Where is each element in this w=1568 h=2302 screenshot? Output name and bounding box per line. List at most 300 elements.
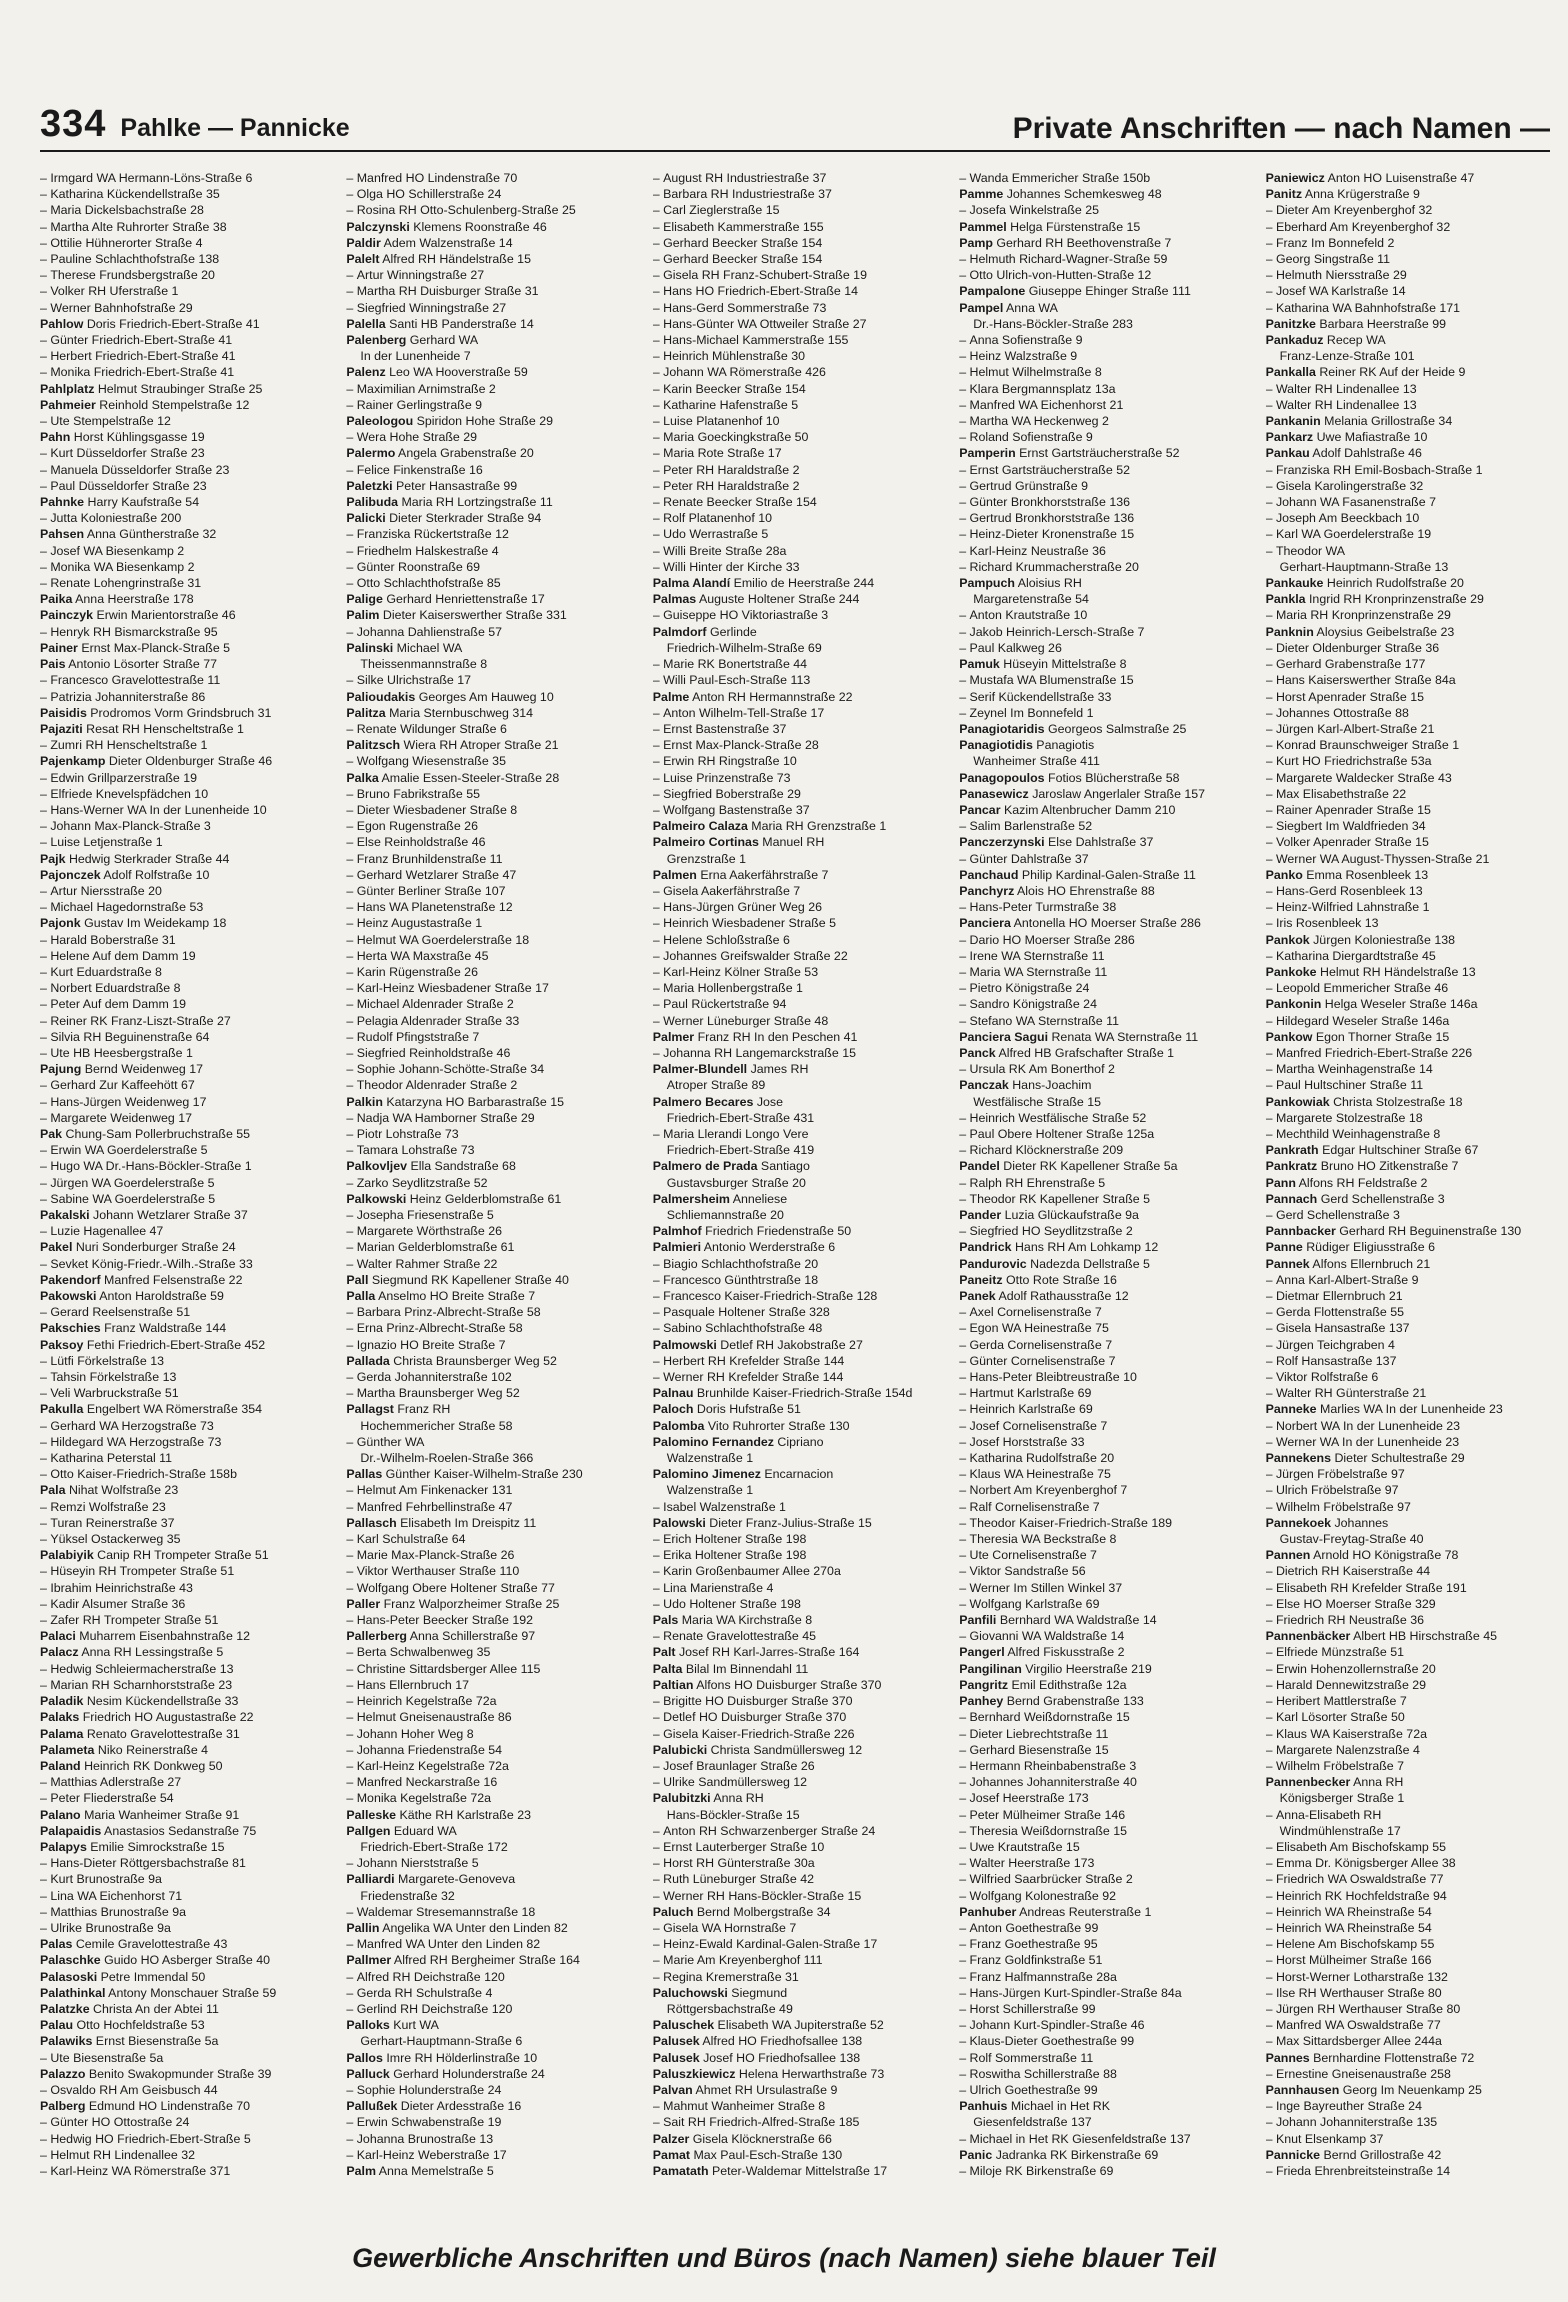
directory-entry: – Mustafa WA Blumenstraße 15 [959,672,1243,688]
surname: Paller [346,1596,381,1611]
directory-entry [1266,1175,1550,1191]
directory-entry [346,591,630,607]
surname: Paniewicz [1265,171,1325,185]
directory-entry: – Hans-Günter WA Ottweiler Straße 27 [653,316,937,332]
surname: Palloks [346,2018,390,2033]
directory-entry: – Remzi Wolfstraße 23 [40,1499,324,1515]
surname: Palige [346,592,383,607]
entry-detail: Engelbert WA Römerstraße 354 [83,1402,262,1417]
entry-detail: Anselmo HO Breite Straße 7 [375,1289,536,1304]
directory-entry: – Zeynel Im Bonnefeld 1 [959,705,1243,721]
directory-entry: – Wilfried Saarbrücker Straße 2 [959,1871,1243,1887]
surname: Pajk [40,851,66,866]
directory-entry: – Gertrud Grünstraße 9 [959,478,1243,494]
directory-entry: – Karl-Heinz Wiesbadener Straße 17 [346,980,630,996]
directory-entry: – Max Sittardsberger Allee 244a [1266,2033,1550,2049]
directory-entry [959,656,1243,672]
directory-entry: – Ruth Lüneburger Straße 42 [653,1871,937,1887]
directory-entry: – Turan Reinerstraße 37 [40,1515,324,1531]
directory-entry: – Werner WA August-Thyssen-Straße 21 [1266,851,1550,867]
surname: Pallos [346,2050,383,2065]
directory-entry [40,656,324,672]
entry-detail: Antonio Lösorter Straße 77 [65,657,218,672]
directory-entry: – Sophie Holunderstraße 24 [346,2082,630,2098]
directory-entry [1266,2147,1550,2163]
directory-entry: – Hedwig HO Friedrich-Ebert-Straße 5 [40,2131,324,2147]
directory-entry [1266,591,1550,607]
directory-entry [959,1677,1243,1693]
directory-entry [346,1191,630,1207]
directory-entry: Grenzstraße 1 [666,851,746,866]
directory-entry: – Ursula RK Am Bonerthof 2 [959,1061,1243,1077]
directory-entry: – Dieter Wiesbadener Straße 8 [346,802,630,818]
entry-detail: Manfred Felsenstraße 22 [100,1272,243,1287]
directory-entry [40,2033,324,2049]
directory-entry: Windmühlenstraße 17 [1279,1823,1401,1838]
surname: Pankratz [1265,1159,1318,1174]
directory-entry: – Gisela RH Franz-Schubert-Straße 19 [653,267,937,283]
entry-detail: Friedrich Friedenstraße 50 [701,1224,852,1239]
directory-entry [959,219,1243,235]
entry-detail: Anna RH Lessingstraße 5 [78,1645,224,1660]
directory-entry [653,1612,937,1628]
directory-entry: – Peter Mülheimer Straße 146 [959,1807,1243,1823]
directory-entry: – Herbert RH Krefelder Straße 144 [653,1353,937,1369]
directory-entry: – Heinrich RK Hochfeldstraße 94 [1266,1888,1550,1904]
directory-entry: Gerhart-Hauptmann-Straße 6 [360,2034,523,2049]
directory-entry: – Manfred WA Unter den Linden 82 [346,1936,630,1952]
surname: Panek [959,1289,996,1304]
entry-detail: Rüdiger Eligiusstraße 6 [1302,1240,1436,1255]
directory-entry [346,737,630,753]
directory-entry: – Jürgen Fröbelstraße 97 [1266,1466,1550,1482]
entry-detail: Giuseppe Ehinger Straße 111 [1025,284,1191,299]
surname: Panfili [959,1613,997,1628]
surname: Palm [346,2163,377,2178]
surname: Panhuis [959,2099,1008,2114]
directory-entry: – Ute HB Heesbergstraße 1 [40,1045,324,1061]
entry-detail: Josef RH Karl-Jarres-Straße 164 [675,1645,860,1660]
directory-entry: – Hildegard Weseler Straße 146a [1266,1013,1550,1029]
directory-entry [959,283,1243,299]
directory-entry: – Volker Apenrader Straße 15 [1266,834,1550,850]
directory-entry: – Joseph Am Beeckbach 10 [1266,510,1550,526]
directory-entry: – Gertrud Bronkhorststraße 136 [959,510,1243,526]
directory-entry [1266,413,1550,429]
directory-entry [40,1936,324,1952]
directory-entry: – Silvia RH Beguinenstraße 64 [40,1029,324,1045]
directory-entry [40,1126,324,1142]
surname: Pankrath [1265,1143,1319,1158]
directory-entry: – Willi Hinter der Kirche 33 [653,559,937,575]
surname: Pakulla [40,1402,84,1417]
surname: Palvan [652,2082,693,2097]
surname: Pahlow [40,316,84,331]
entry-detail: Alfons Ellernbruch 21 [1309,1256,1431,1271]
entry-detail: Siegmund RK Kapellener Straße 40 [368,1272,569,1287]
directory-entry: – Sophie Johann-Schötte-Straße 34 [346,1061,630,1077]
directory-entry [653,818,937,834]
directory-entry: – August RH Industriestraße 37 [653,170,937,186]
entry-detail: Gerhard RH Beethovenstraße 7 [992,235,1172,250]
directory-entry: – Heinz Walzstraße 9 [959,348,1243,364]
entry-detail: Antonio Werderstraße 6 [701,1240,836,1255]
surname: Painer [40,640,78,655]
directory-entry: – Karl Schulstraße 64 [346,1531,630,1547]
directory-entry: – Franz Halfmannstraße 28a [959,1969,1243,1985]
directory-entry [653,1239,937,1255]
surname: Pahnke [40,495,85,510]
directory-entry: – Siegfried Boberstraße 29 [653,786,937,802]
entry-detail: Erna Aakerfährstraße 7 [696,867,829,882]
directory-entry: – Sabino Schlachthofstraße 48 [653,1320,937,1336]
directory-entry: – Therese Frundsbergstraße 20 [40,267,324,283]
directory-entry [1266,964,1550,980]
directory-entry: – Hildegard WA Herzogstraße 73 [40,1434,324,1450]
entry-detail: Hans-Joachim [1008,1078,1092,1093]
directory-entry [653,1742,937,1758]
entry-detail: Dieter Kaiserswerther Straße 331 [379,608,567,623]
directory-entry: – Dieter Am Kreyenberghof 32 [1266,202,1550,218]
surname: Palenz [346,365,386,380]
directory-entry [959,770,1243,786]
entry-detail: Detlef RH Jakobstraße 27 [716,1337,863,1352]
directory-entry [959,802,1243,818]
surname: Pamp [959,235,993,250]
directory-entry: – Barbara Prinz-Albrecht-Straße 58 [346,1304,630,1320]
entry-detail: Fethi Friedrich-Ebert-Straße 452 [83,1337,266,1352]
directory-entry: – Gerhard Grabenstraße 177 [1266,656,1550,672]
entry-detail: Bernd Molbergstraße 34 [693,1904,831,1919]
directory-entry: – Osvaldo RH Am Geisbusch 44 [40,2082,324,2098]
directory-entry: – Rolf Platanenhof 10 [653,510,937,526]
entry-detail: Wiera RH Atroper Straße 21 [400,738,559,753]
directory-entry [346,1515,630,1531]
entry-detail: Uwe Mafiastraße 10 [1313,430,1428,445]
directory-entry [346,1272,630,1288]
entry-detail: Ella Sandstraße 68 [407,1159,516,1174]
directory-entry [653,1515,937,1531]
directory-entry: – Ilse RH Werthauser Straße 80 [1266,1985,1550,2001]
directory-entry [1266,316,1550,332]
directory-entry [653,2050,937,2066]
surname: Palkowski [346,1191,407,1206]
surname: Paluschek [652,2018,715,2033]
surname: Pannenbäcker [1265,1629,1351,1644]
entry-detail: Manuel RH [758,835,825,850]
directory-entry: – Maria Llerandi Longo Vere [653,1126,937,1142]
surname: Pann [1265,1175,1296,1190]
directory-entry: – Hans-Dieter Röttgersbachstraße 81 [40,1855,324,1871]
directory-entry: – Inge Bayreuther Straße 24 [1266,2098,1550,2114]
directory-entry [653,689,937,705]
surname: Pallerberg [346,1629,407,1644]
directory-entry: Röttgersbachstraße 49 [666,2001,793,2016]
surname: Palinski [346,640,394,655]
entry-detail: Marlies WA In der Lunenheide 23 [1316,1402,1503,1417]
surname: Pamat [652,2147,690,2162]
directory-entry: – Dario HO Moerser Straße 286 [959,932,1243,948]
directory-entry [959,737,1243,753]
directory-entry: – Wolfgang Karlstraße 69 [959,1596,1243,1612]
entry-detail: Angela Grabenstraße 20 [395,446,534,461]
surname: Palau [40,2018,74,2033]
surname: Pankaduz [1265,333,1324,348]
entry-detail: Peter Hansastraße 99 [392,478,518,493]
surname: Pallin [346,1920,380,1935]
directory-entry [40,526,324,542]
directory-entry: – Ute Cornelisenstraße 7 [959,1547,1243,1563]
directory-entry: – Else Reinholdstraße 46 [346,834,630,850]
directory-entry: – Ulrich Goethestraße 99 [959,2082,1243,2098]
directory-entry: – Irmgard WA Hermann-Löns-Straße 6 [40,170,324,186]
directory-entry: – Günter Friedrich-Ebert-Straße 41 [40,332,324,348]
entry-detail: Alfred HB Grafschafter Straße 1 [995,1045,1175,1060]
directory-entry: – Erna Prinz-Albrecht-Straße 58 [346,1320,630,1336]
surname: Pannen [1265,1548,1311,1563]
directory-entry: – Regina Kremerstraße 31 [653,1969,937,1985]
directory-entry [346,2017,630,2033]
entry-detail: Nuri Sonderburger Straße 24 [72,1240,236,1255]
entry-detail: Dieter Franz-Julius-Straße 15 [705,1515,872,1530]
entry-detail: Max Paul-Esch-Straße 130 [690,2147,843,2162]
directory-entry: – Franz Brunhildenstraße 11 [346,851,630,867]
directory-entry: – Wilhelm Fröbelstraße 97 [1266,1499,1550,1515]
directory-entry: – Maria RH Kronprinzenstraße 29 [1266,607,1550,623]
directory-entry: – Norbert Eduardstraße 8 [40,980,324,996]
directory-entry: – Wolfgang Bastenstraße 37 [653,802,937,818]
directory-entry: – Klaus WA Kaiserstraße 72a [1266,1726,1550,1742]
directory-entry: – Michael in Het RK Giesenfeldstraße 137 [959,2131,1243,2147]
surname: Palabiyik [40,1548,94,1563]
directory-entry: Friedrich-Ebert-Straße 419 [666,1143,815,1158]
directory-entry [346,478,630,494]
surname: Palenberg [346,333,407,348]
surname: Pannekens [1265,1451,1332,1466]
surname: Pannach [1265,1191,1318,1206]
directory-entry [959,2098,1243,2114]
entry-detail: Anna Güntherstraße 32 [84,527,217,542]
directory-entry [653,1434,937,1450]
directory-entry: – Renate Beecker Straße 154 [653,494,937,510]
entry-detail: Ahmet RH Ursulastraße 9 [692,2082,838,2097]
directory-entry [40,2017,324,2033]
directory-entry: – Mechthild Weinhagenstraße 8 [1266,1126,1550,1142]
directory-entry: – Hans-Michael Kammerstraße 155 [653,332,937,348]
surname: Panitzke [1265,316,1316,331]
directory-entry [959,834,1243,850]
directory-entry [40,1207,324,1223]
entry-detail: Ingrid RH Kronprinzenstraße 29 [1305,592,1484,607]
entry-detail: Christa Sandmüllersweg 12 [707,1742,863,1757]
entry-detail: Dieter RK Kapellener Straße 5a [999,1159,1178,1174]
surname: Pammel [959,219,1007,234]
directory-entry [653,1644,937,1660]
directory-entry: – Else HO Moerser Straße 329 [1266,1596,1550,1612]
directory-columns [40,170,1550,2192]
directory-entry: – Johann WA Römerstraße 426 [653,364,937,380]
directory-entry: – Theodor Kaiser-Friedrich-Straße 189 [959,1515,1243,1531]
directory-entry: – Alfred RH Deichstraße 120 [346,1969,630,1985]
entry-detail: Heinrich RK Donkweg 50 [80,1758,223,1773]
directory-entry [346,2050,630,2066]
entry-detail: Elisabeth WA Jupiterstraße 52 [714,2018,884,2033]
directory-entry: – Giovanni WA Waldstraße 14 [959,1628,1243,1644]
entry-detail: Imre RH Hölderlinstraße 10 [382,2050,538,2065]
surname: Pall [346,1272,369,1287]
directory-entry: – Jakob Heinrich-Lersch-Straße 7 [959,624,1243,640]
directory-entry: – Luzie Hagenallee 47 [40,1223,324,1239]
directory-entry: – Heinz-Wilfried Lahnstraße 1 [1266,899,1550,915]
directory-entry: – Marie RK Bonertstraße 44 [653,656,937,672]
directory-entry [40,1807,324,1823]
directory-entry: – Manfred Friedrich-Ebert-Straße 226 [1266,1045,1550,1061]
directory-entry: – Jürgen RH Werthauser Straße 80 [1266,2001,1550,2017]
directory-entry: – Gerhard Wetzlarer Straße 47 [346,867,630,883]
directory-entry: – Sabine WA Goerdelerstraße 5 [40,1191,324,1207]
directory-entry: – Ulrike Sandmüllersweg 12 [653,1774,937,1790]
entry-detail: Santi HB Panderstraße 14 [385,316,534,331]
entry-detail: Adem Walzenstraße 14 [380,235,513,250]
directory-entry: – Herta WA Maxstraße 45 [346,948,630,964]
directory-entry: – Maria Rote Straße 17 [653,445,937,461]
directory-entry: – Manfred HO Lindenstraße 70 [346,170,630,186]
directory-entry: – Zarko Seydlitzstraße 52 [346,1175,630,1191]
entry-detail: Edgar Hultschiner Straße 67 [1318,1143,1479,1158]
directory-entry [346,445,630,461]
entry-detail: Eduard WA [390,1823,457,1838]
directory-entry: – Franz Goldfinkstraße 51 [959,1952,1243,1968]
directory-entry [1266,624,1550,640]
directory-entry: – Erwin RH Ringstraße 10 [653,753,937,769]
entry-detail: Bruno HO Zitkenstraße 7 [1317,1159,1459,1174]
directory-entry: – Piotr Lohstraße 73 [346,1126,630,1142]
directory-entry: – Johann Hoher Weg 8 [346,1726,630,1742]
directory-entry [653,624,937,640]
surname: Paldir [346,235,381,250]
directory-entry [346,251,630,267]
surname: Palaci [40,1629,76,1644]
directory-entry: – Hans-Peter Bleibtreustraße 10 [959,1369,1243,1385]
directory-entry: – Hans-Gerd Rosenbleek 13 [1266,883,1550,899]
directory-entry: – Helmut WA Goerdelerstraße 18 [346,932,630,948]
directory-entry: – Hartmut Karlstraße 69 [959,1385,1243,1401]
directory-entry: – Erich Holtener Straße 198 [653,1531,937,1547]
directory-entry: – Karl-Heinz WA Römerstraße 371 [40,2163,324,2179]
directory-entry: – Konrad Braunschweiger Straße 1 [1266,737,1550,753]
directory-entry: – Jutta Koloniestraße 200 [40,510,324,526]
surname: Panczak [959,1078,1009,1093]
directory-entry: – Elisabeth Am Bischofskamp 55 [1266,1839,1550,1855]
directory-entry [653,1061,937,1077]
entry-detail: Antony Monschauer Straße 59 [105,1985,277,2000]
surname: Panagiotidis [959,738,1033,753]
directory-entry [1266,429,1550,445]
directory-entry [653,1985,937,2001]
directory-entry: – Heinrich Kegelstraße 72a [346,1693,630,1709]
directory-entry: – Monika Kegelstraße 72a [346,1790,630,1806]
directory-entry: – Helene Am Bischofskamp 55 [1266,1936,1550,1952]
surname: Palmas [652,592,697,607]
surname: Panciera [959,916,1011,931]
surname: Pangritz [959,1677,1009,1692]
directory-entry: – Martha Weinhagenstraße 14 [1266,1061,1550,1077]
surname: Palluck [346,2066,390,2081]
entry-detail: Kazim Altenbrucher Damm 210 [1000,802,1176,817]
directory-entry: – Helmuth Richard-Wagner-Straße 59 [959,251,1243,267]
directory-entry: – Werner RH Hans-Böckler-Straße 15 [653,1888,937,1904]
entry-detail: Jürgen Koloniestraße 138 [1309,932,1456,947]
directory-entry: – Pasquale Holtener Straße 328 [653,1304,937,1320]
header-left [40,103,350,146]
directory-entry [1266,932,1550,948]
surname: Pakschies [40,1321,101,1336]
entry-detail: Gerhard RH Beguinenstraße 130 [1335,1224,1522,1239]
entry-detail: Dieter Ardesstraße 16 [397,2099,522,2114]
directory-entry: – Walter Rahmer Straße 22 [346,1256,630,1272]
entry-detail: Bilal Im Binnendahl 11 [682,1661,809,1676]
directory-entry: Hochemmericher Straße 58 [360,1418,513,1433]
directory-entry: – Rainer Apenrader Straße 15 [1266,802,1550,818]
directory-entry [40,1839,324,1855]
surname: Palowski [652,1515,706,1530]
entry-detail: Christa Stolzestraße 18 [1329,1094,1463,1109]
directory-entry: Gustav-Freytag-Straße 40 [1279,1532,1424,1547]
surname: Palathinkal [40,1985,106,2000]
entry-detail: Nihat Wolfstraße 23 [65,1483,179,1498]
directory-entry [1266,1239,1550,1255]
entry-detail: Muharrem Eisenbahnstraße 12 [75,1629,251,1644]
directory-entry: – Josef WA Biesenkamp 2 [40,543,324,559]
directory-entry [346,1596,630,1612]
directory-entry [346,1871,630,1887]
directory-entry: – Iris Rosenbleek 13 [1266,915,1550,931]
directory-entry: – Hans Kaiserswerther Straße 84a [1266,672,1550,688]
entry-detail: Gisela Klöcknerstraße 66 [689,2131,832,2146]
directory-entry [346,1952,630,1968]
directory-entry: – Sait RH Friedrich-Alfred-Straße 185 [653,2114,937,2130]
directory-entry [40,705,324,721]
directory-entry: – Maximilian Arnimstraße 2 [346,381,630,397]
directory-entry: – Helmut Am Finkenacker 131 [346,1482,630,1498]
entry-detail: Heinrich Rudolfstraße 20 [1323,576,1464,591]
entry-detail: Christa Braunsberger Weg 52 [389,1353,557,1368]
surname: Pampalone [959,284,1026,299]
directory-entry: – Anna Karl-Albert-Straße 9 [1266,1272,1550,1288]
page-number: 334 [40,103,107,145]
directory-entry [1266,996,1550,1012]
directory-entry [959,1272,1243,1288]
directory-entry: – Hugo WA Dr.-Hans-Böckler-Straße 1 [40,1158,324,1174]
directory-entry: – Hans WA Planetenstraße 12 [346,899,630,915]
surname: Pankla [1265,592,1306,607]
surname: Pahn [40,430,71,445]
directory-entry: – Peter RH Haraldstraße 2 [653,478,937,494]
directory-entry: – Johann Kurt-Spindler-Straße 46 [959,2017,1243,2033]
directory-entry [653,1418,937,1434]
directory-entry [40,753,324,769]
directory-entry: – Ibrahim Heinrichstraße 43 [40,1580,324,1596]
directory-entry: – Johannes Ottostraße 88 [1266,705,1550,721]
directory-entry: – Klaus WA Heinestraße 75 [959,1466,1243,1482]
directory-entry: – Jürgen Karl-Albert-Straße 21 [1266,721,1550,737]
directory-entry: – Viktor Sandstraße 56 [959,1563,1243,1579]
entry-detail: Maria WA Kirchstraße 8 [678,1613,813,1628]
directory-entry: – Josef WA Karlstraße 14 [1266,283,1550,299]
directory-entry: – Gerhard Biesenstraße 15 [959,1742,1243,1758]
surname: Palama [40,1726,84,1741]
directory-entry [653,834,937,850]
